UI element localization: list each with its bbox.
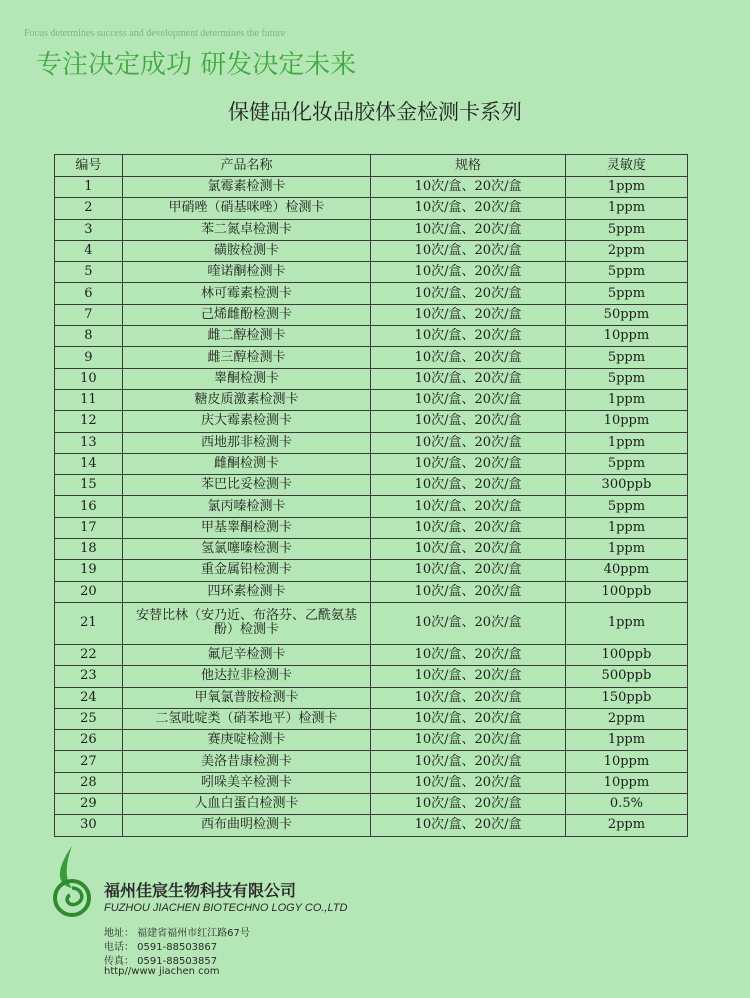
- table-row: [55, 389, 688, 410]
- table-row: [55, 751, 688, 772]
- cell-product-name: 西布曲明检测卡: [122, 815, 370, 836]
- cell-number: 2: [55, 198, 123, 219]
- cell-sensitivity: 1ppm: [565, 539, 687, 560]
- table-row: [55, 560, 688, 581]
- cell-product-name: 吲哚美辛检测卡: [122, 772, 370, 793]
- cell-product-name: 氢氯噻嗪检测卡: [122, 539, 370, 560]
- cell-number: 5: [55, 262, 123, 283]
- cell-product-name: 西地那非检测卡: [122, 432, 370, 453]
- cell-sensitivity: 1ppm: [565, 730, 687, 751]
- cell-sensitivity: 5ppm: [565, 368, 687, 389]
- cell-sensitivity: 1ppm: [565, 389, 687, 410]
- table-row: [55, 198, 688, 219]
- cell-spec: 10次/盒、20次/盒: [371, 432, 566, 453]
- cell-sensitivity: 5ppm: [565, 219, 687, 240]
- cell-product-name: 庆大霉素检测卡: [122, 411, 370, 432]
- cell-sensitivity: 5ppm: [565, 347, 687, 368]
- company-address: 地址： 福建省福州市红江路67号: [104, 928, 250, 939]
- table-row: [55, 517, 688, 538]
- table-row: [55, 304, 688, 325]
- cell-spec: 10次/盒、20次/盒: [371, 389, 566, 410]
- cell-number: 1: [55, 177, 123, 198]
- cell-number: 24: [55, 687, 123, 708]
- cell-spec: 10次/盒、20次/盒: [371, 687, 566, 708]
- cell-number: 18: [55, 539, 123, 560]
- table-row: [55, 262, 688, 283]
- cell-spec: 10次/盒、20次/盒: [371, 262, 566, 283]
- cell-spec: 10次/盒、20次/盒: [371, 666, 566, 687]
- cell-sensitivity: 10ppm: [565, 326, 687, 347]
- cell-product-name: 己烯雌酚检测卡: [122, 304, 370, 325]
- cell-number: 11: [55, 389, 123, 410]
- table-row: [55, 772, 688, 793]
- table-row: [55, 347, 688, 368]
- cell-number: 22: [55, 644, 123, 665]
- cell-sensitivity: 5ppm: [565, 453, 687, 474]
- table-row: [55, 602, 688, 644]
- cell-spec: 10次/盒、20次/盒: [371, 283, 566, 304]
- cell-sensitivity: 300ppb: [565, 475, 687, 496]
- cell-product-name: 林可霉素检测卡: [122, 283, 370, 304]
- table-row: [55, 432, 688, 453]
- cell-product-name: 安替比林（安乃近、布洛芬、乙酰氨基酚）检测卡: [122, 602, 370, 644]
- cell-sensitivity: 5ppm: [565, 283, 687, 304]
- cell-product-name: 喹诺酮检测卡: [122, 262, 370, 283]
- cell-product-name: 二氢吡啶类（硝苯地平）检测卡: [122, 708, 370, 729]
- cell-spec: 10次/盒、20次/盒: [371, 581, 566, 602]
- cell-spec: 10次/盒、20次/盒: [371, 517, 566, 538]
- cell-number: 20: [55, 581, 123, 602]
- cell-spec: 10次/盒、20次/盒: [371, 177, 566, 198]
- cell-spec: 10次/盒、20次/盒: [371, 219, 566, 240]
- column-header-sensitivity: 灵敏度: [565, 155, 687, 177]
- cell-product-name: 赛庚啶检测卡: [122, 730, 370, 751]
- cell-product-name: 氟尼辛检测卡: [122, 644, 370, 665]
- table-row: [55, 219, 688, 240]
- cell-spec: 10次/盒、20次/盒: [371, 772, 566, 793]
- cell-spec: 10次/盒、20次/盒: [371, 730, 566, 751]
- cell-sensitivity: 150ppb: [565, 687, 687, 708]
- company-name-en: FUZHOU JIACHEN BIOTECHNO LOGY CO.,LTD: [104, 902, 348, 914]
- cell-number: 25: [55, 708, 123, 729]
- cell-sensitivity: 1ppm: [565, 177, 687, 198]
- cell-product-name: 甲氧氯普胺检测卡: [122, 687, 370, 708]
- cell-sensitivity: 1ppm: [565, 432, 687, 453]
- cell-product-name: 雌酮检测卡: [122, 453, 370, 474]
- cell-sensitivity: 2ppm: [565, 815, 687, 836]
- company-phone: 电话： 0591-88503867: [104, 942, 218, 953]
- table-row: [55, 687, 688, 708]
- table-row: [55, 581, 688, 602]
- cell-spec: 10次/盒、20次/盒: [371, 708, 566, 729]
- cell-sensitivity: 5ppm: [565, 496, 687, 517]
- cell-number: 15: [55, 475, 123, 496]
- cell-product-name: 雌二醇检测卡: [122, 326, 370, 347]
- cell-product-name: 糖皮质激素检测卡: [122, 389, 370, 410]
- cell-number: 23: [55, 666, 123, 687]
- column-header-number: 编号: [55, 155, 123, 177]
- cell-sensitivity: 0.5%: [565, 794, 687, 815]
- cell-sensitivity: 10ppm: [565, 411, 687, 432]
- cell-number: 27: [55, 751, 123, 772]
- cell-spec: 10次/盒、20次/盒: [371, 815, 566, 836]
- cell-number: 16: [55, 496, 123, 517]
- table-row: [55, 708, 688, 729]
- cell-product-name: 睾酮检测卡: [122, 368, 370, 389]
- cell-sensitivity: 1ppm: [565, 198, 687, 219]
- table-row: [55, 644, 688, 665]
- company-website: http//www jiachen com: [104, 966, 220, 977]
- cell-spec: 10次/盒、20次/盒: [371, 198, 566, 219]
- table-row: [55, 326, 688, 347]
- cell-sensitivity: 1ppm: [565, 517, 687, 538]
- cell-number: 8: [55, 326, 123, 347]
- cell-sensitivity: 500ppb: [565, 666, 687, 687]
- cell-sensitivity: 10ppm: [565, 772, 687, 793]
- cell-number: 13: [55, 432, 123, 453]
- cell-spec: 10次/盒、20次/盒: [371, 326, 566, 347]
- cell-sensitivity: 50ppm: [565, 304, 687, 325]
- cell-spec: 10次/盒、20次/盒: [371, 453, 566, 474]
- company-logo-icon: [48, 844, 98, 918]
- cell-spec: 10次/盒、20次/盒: [371, 347, 566, 368]
- cell-sensitivity: 2ppm: [565, 240, 687, 261]
- cell-spec: 10次/盒、20次/盒: [371, 560, 566, 581]
- cell-number: 14: [55, 453, 123, 474]
- cell-number: 17: [55, 517, 123, 538]
- table-row: [55, 730, 688, 751]
- cell-spec: 10次/盒、20次/盒: [371, 304, 566, 325]
- column-header-product-name: 产品名称: [122, 155, 370, 177]
- cell-spec: 10次/盒、20次/盒: [371, 539, 566, 560]
- company-fax: 传真： 0591-88503857: [104, 956, 218, 967]
- cell-number: 4: [55, 240, 123, 261]
- cell-spec: 10次/盒、20次/盒: [371, 411, 566, 432]
- cell-sensitivity: 5ppm: [565, 262, 687, 283]
- cell-number: 29: [55, 794, 123, 815]
- cell-sensitivity: 10ppm: [565, 751, 687, 772]
- cell-spec: 10次/盒、20次/盒: [371, 368, 566, 389]
- cell-spec: 10次/盒、20次/盒: [371, 475, 566, 496]
- table-body: [55, 177, 688, 837]
- cell-spec: 10次/盒、20次/盒: [371, 644, 566, 665]
- tagline-en: Focus determines success and development determines the future: [24, 28, 286, 39]
- cell-product-name: 重金属铅检测卡: [122, 560, 370, 581]
- cell-product-name: 人血白蛋白检测卡: [122, 794, 370, 815]
- cell-product-name: 磺胺检测卡: [122, 240, 370, 261]
- table-row: [55, 539, 688, 560]
- table-row: [55, 240, 688, 261]
- cell-spec: 10次/盒、20次/盒: [371, 794, 566, 815]
- cell-spec: 10次/盒、20次/盒: [371, 240, 566, 261]
- cell-number: 10: [55, 368, 123, 389]
- cell-product-name: 苯巴比妥检测卡: [122, 475, 370, 496]
- table-row: [55, 475, 688, 496]
- cell-number: 28: [55, 772, 123, 793]
- cell-product-name: 他达拉非检测卡: [122, 666, 370, 687]
- column-header-spec: 规格: [371, 155, 566, 177]
- cell-sensitivity: 40ppm: [565, 560, 687, 581]
- cell-sensitivity: 2ppm: [565, 708, 687, 729]
- tagline-cn: 专注决定成功 研发决定未来: [36, 50, 357, 80]
- cell-spec: 10次/盒、20次/盒: [371, 602, 566, 644]
- cell-product-name: 甲硝唑（硝基咪唑）检测卡: [122, 198, 370, 219]
- table-row: [55, 815, 688, 836]
- cell-number: 12: [55, 411, 123, 432]
- cell-spec: 10次/盒、20次/盒: [371, 751, 566, 772]
- table-row: [55, 666, 688, 687]
- table-row: [55, 283, 688, 304]
- product-table: [54, 154, 688, 837]
- cell-product-name: 甲基睾酮检测卡: [122, 517, 370, 538]
- cell-product-name: 四环素检测卡: [122, 581, 370, 602]
- table-row: [55, 177, 688, 198]
- cell-product-name: 雌三醇检测卡: [122, 347, 370, 368]
- cell-number: 30: [55, 815, 123, 836]
- cell-number: 6: [55, 283, 123, 304]
- table-row: [55, 368, 688, 389]
- table-row: [55, 496, 688, 517]
- cell-number: 7: [55, 304, 123, 325]
- cell-spec: 10次/盒、20次/盒: [371, 496, 566, 517]
- table-header-row: [55, 155, 688, 177]
- cell-number: 26: [55, 730, 123, 751]
- cell-product-name: 美洛昔康检测卡: [122, 751, 370, 772]
- cell-number: 9: [55, 347, 123, 368]
- cell-number: 19: [55, 560, 123, 581]
- page-title: 保健品化妆品胶体金检测卡系列: [228, 100, 522, 124]
- cell-sensitivity: 1ppm: [565, 602, 687, 644]
- cell-sensitivity: 100ppb: [565, 644, 687, 665]
- cell-product-name: 氯丙嗪检测卡: [122, 496, 370, 517]
- table-row: [55, 411, 688, 432]
- cell-number: 21: [55, 602, 123, 644]
- table-row: [55, 453, 688, 474]
- cell-product-name: 苯二氮卓检测卡: [122, 219, 370, 240]
- cell-sensitivity: 100ppb: [565, 581, 687, 602]
- company-name: 福州佳宸生物科技有限公司: [104, 881, 297, 900]
- cell-product-name: 氯霉素检测卡: [122, 177, 370, 198]
- table-row: [55, 794, 688, 815]
- company-block: [48, 844, 448, 984]
- cell-number: 3: [55, 219, 123, 240]
